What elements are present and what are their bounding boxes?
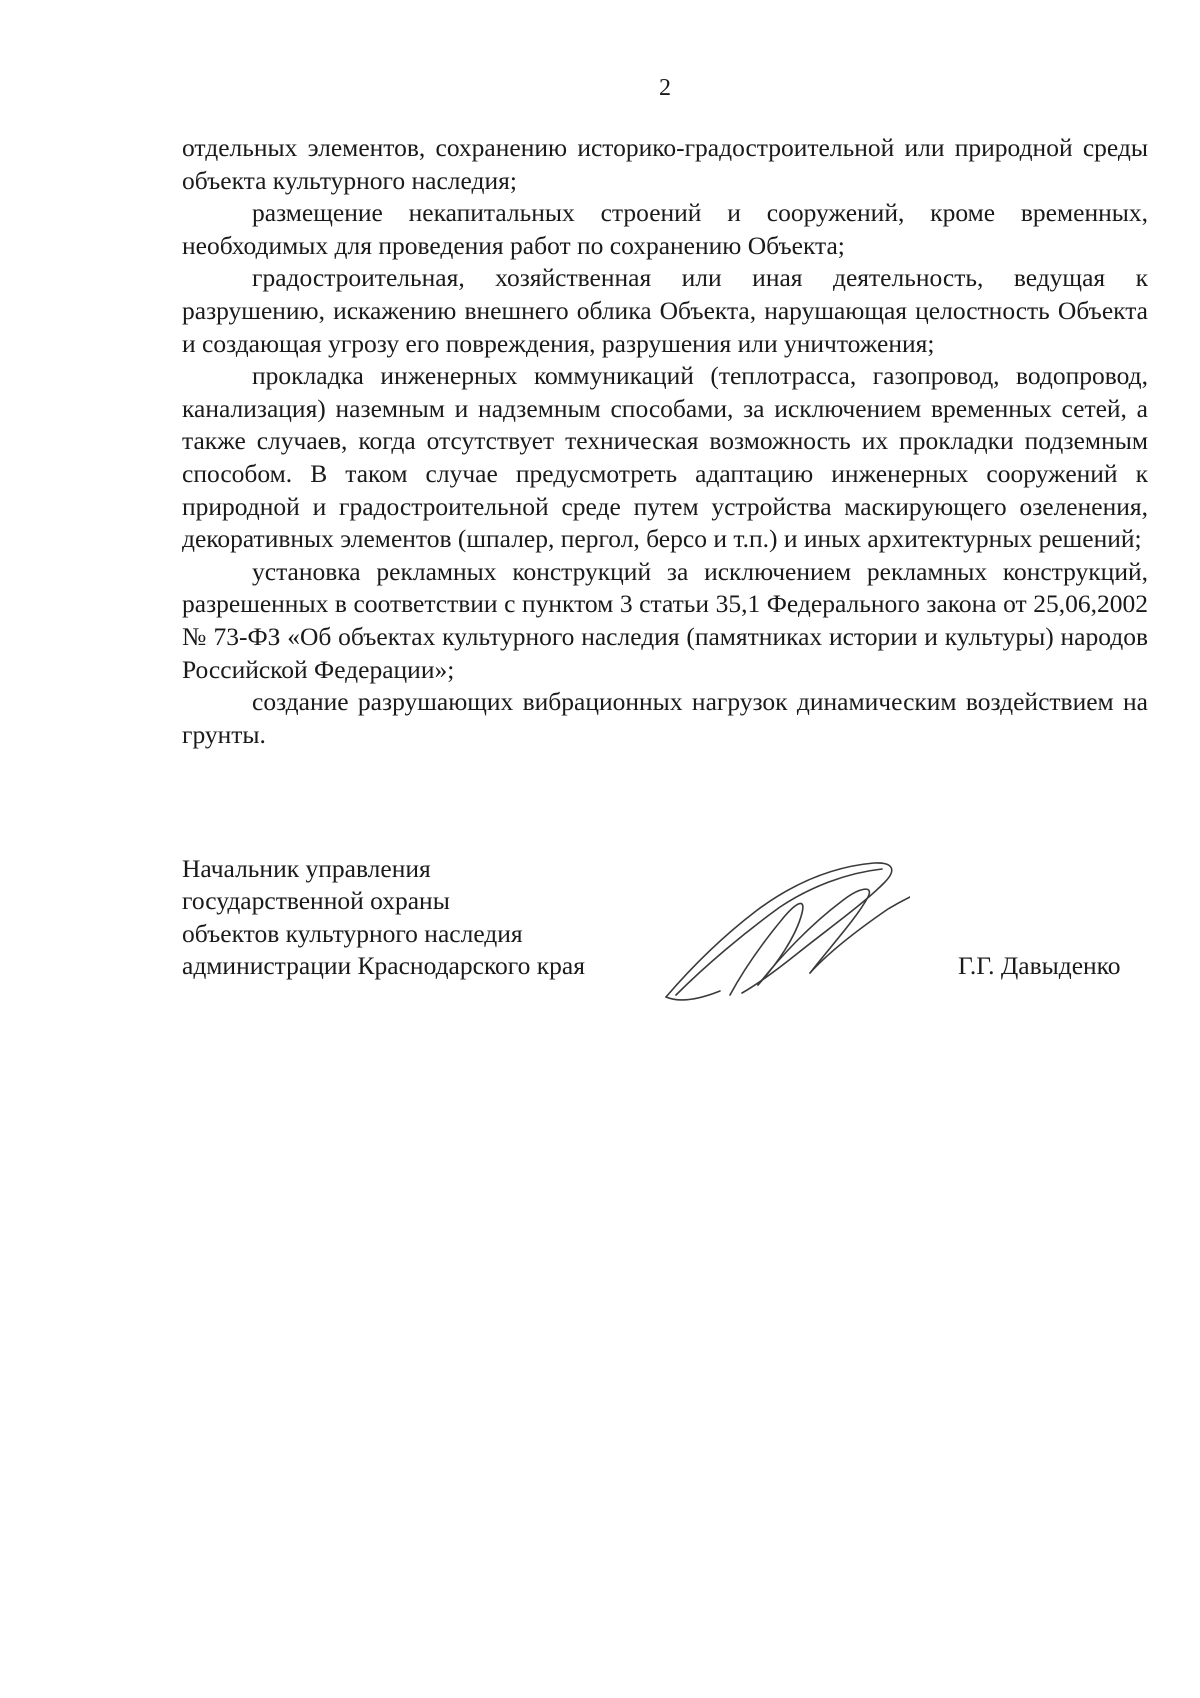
- page-number: 2: [659, 75, 671, 101]
- paragraph-temporary-structures: размещение некапитальных строений и сооружений, кроме временных, необходимых для проведения работ по сохранению Объекта;: [182, 198, 1148, 260]
- handwritten-signature: [660, 857, 910, 1007]
- paragraph-vibration-loads: создание разрушающих вибрационных нагрузок динамическим воздействием на грунты.: [182, 687, 1148, 749]
- paragraph-advertising-structures: установка рекламных конструкций за исключением рекламных конструкций, разрешенных в соответствии с пунктом 3 статьи 35,1 Федерального закона от 25,06,2002 № 73-ФЗ «Об объектах культурного наследия (памятниках истории и культуры) народов Российской Федерации»;: [182, 556, 1148, 684]
- signer-position-title: Начальник управления государственной охраны объектов культурного наследия администрации Краснодарского края: [182, 854, 585, 981]
- signer-name: Г.Г. Давыденко: [958, 951, 1121, 980]
- document-body: [182, 132, 1148, 751]
- paragraph-prohibited-activity: градостроительная, хозяйственная или иная деятельность, ведущая к разрушению, искажению внешнего облика Объекта, нарушающая целостность Объекта и создающая угрозу его повреждения, разрушения или уничтожения;: [182, 263, 1148, 358]
- paragraph-engineering-networks: прокладка инженерных коммуникаций (теплотрасса, газопровод, водопровод, канализация) наземным и надземным способами, за исключением временных сетей, а также случаев, когда отсутствует техническая возможность их прокладки подземным способом. В таком случае предусмотреть адаптацию инженерных сооружений к природной и градостроительной среде путем устройства маскирующего озеленения, декоративных элементов (шпалер, пергол, берсо и т.п.) и иных архитектурных решений;: [182, 361, 1148, 554]
- signature-block: [182, 853, 1148, 1013]
- paragraph-continuation: отдельных элементов, сохранению историко-градостроительной или природной среды объекта культурного наследия;: [182, 133, 1148, 195]
